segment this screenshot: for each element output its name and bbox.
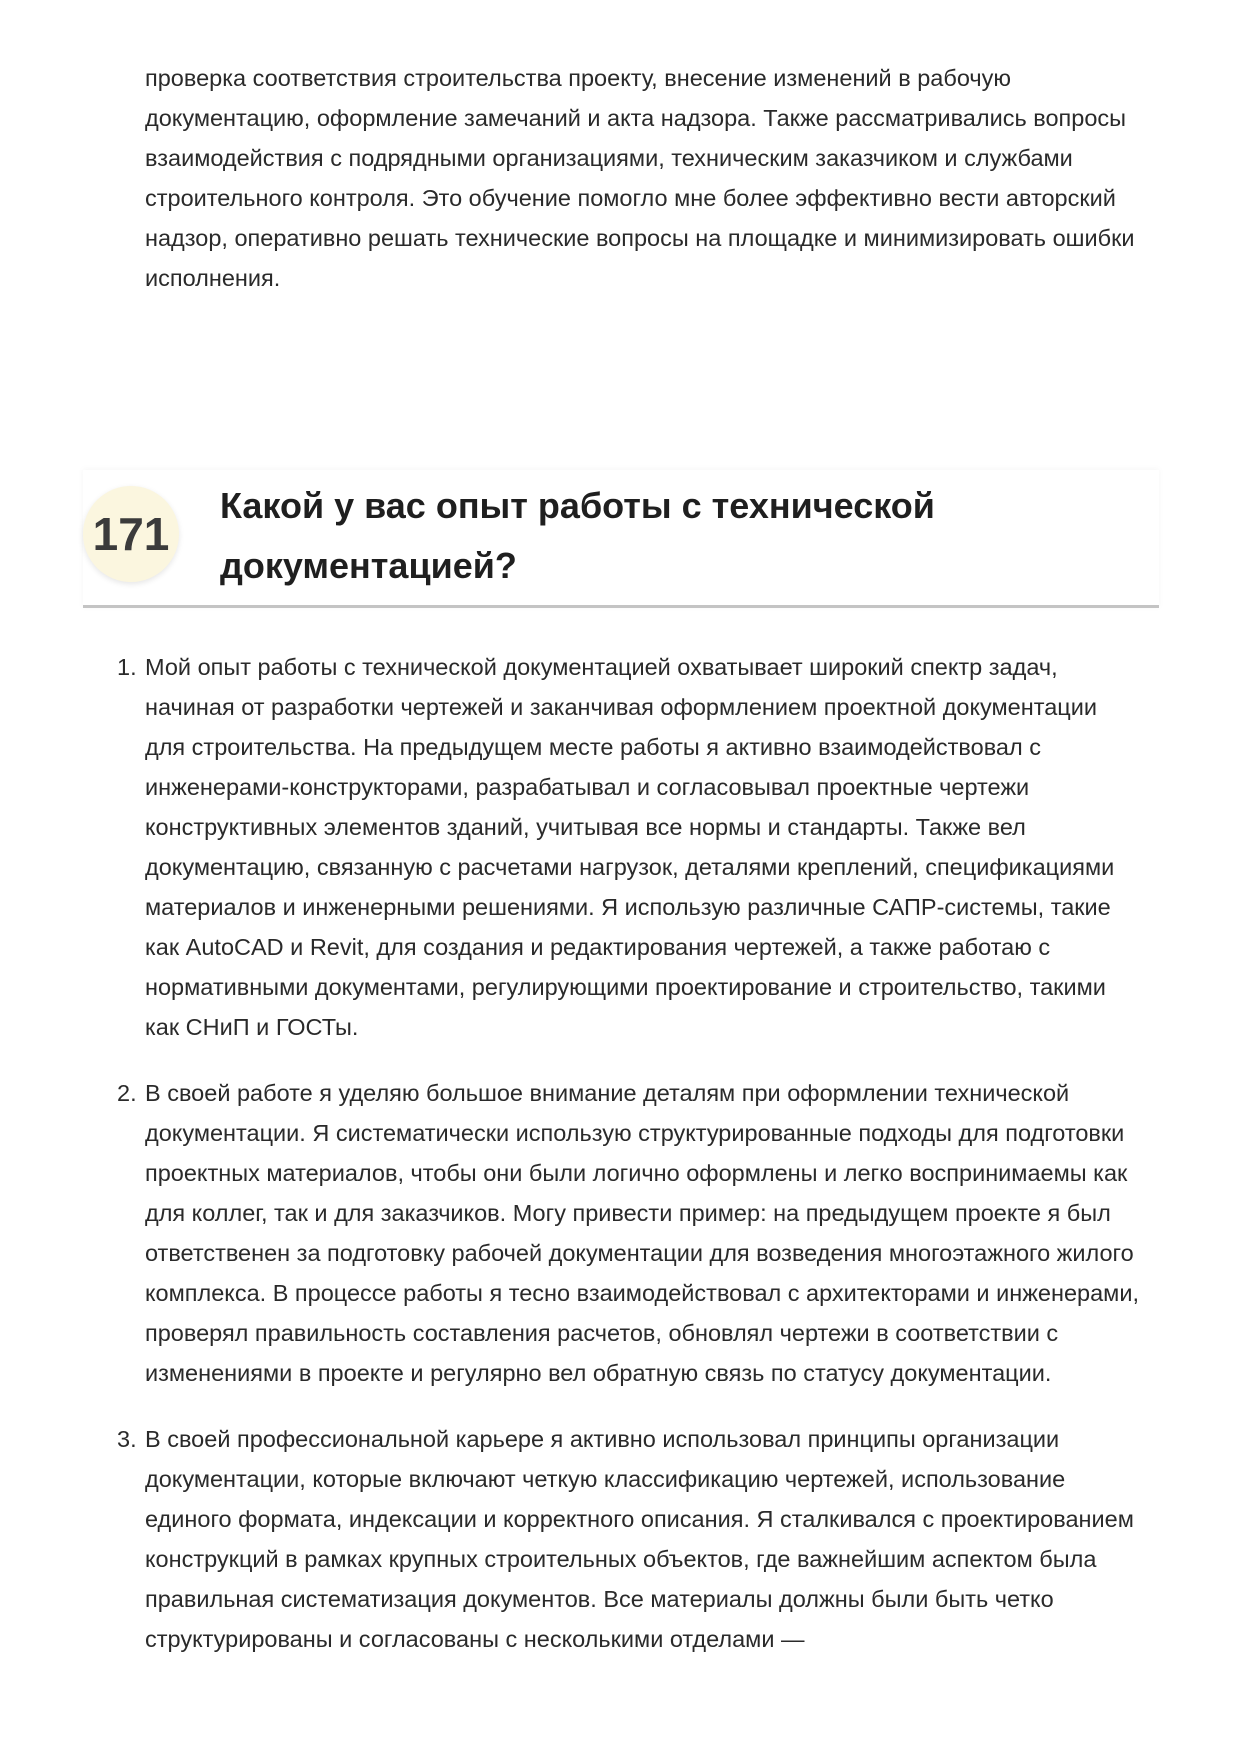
list-item-text: В своей работе я уделяю большое внимание деталям при оформлении технической документации. Я систематически использую структурированные подходы для подготовки проектных материалов, чтобы они были логично оформлены и легко воспринимаемы как для коллег, так и для заказчиков. Могу привести пример: на предыдущем проекте я был ответственен за подготовку рабочей документации для возведения многоэтажного жилого комплекса. В процессе работы я тесно взаимодействовал с архитекторами и инженерами, проверял правильность составления расчетов, обновлял чертежи в соответствии с изменениями в проекте и регулярно вел обратную связь по статусу документации.	[145, 1080, 1139, 1386]
question-number-badge: 171	[83, 486, 179, 582]
list-item-number: 2.	[117, 1080, 137, 1106]
list-item	[117, 647, 1140, 1047]
list-item-number: 1.	[117, 654, 137, 680]
list-item	[117, 1073, 1140, 1393]
question-header	[83, 470, 1159, 608]
answer-list	[117, 647, 1140, 1685]
intro-paragraph: проверка соответствия строительства проекту, внесение изменений в рабочую документацию, оформление замечаний и акта надзора. Также рассматривались вопросы взаимодействия с подрядными организациями, техническим заказчиком и службами строительного контроля. Это обучение помогло мне более эффективно вести авторский надзор, оперативно решать технические вопросы на площадке и минимизировать ошибки исполнения.	[145, 65, 1135, 291]
list-item-text: В своей профессиональной карьере я активно использовал принципы организации документации, которые включают четкую классификацию чертежей, использование единого формата, индексации и корректного описания. Я сталкивался с проектированием конструкций в рамках крупных строительных объектов, где важнейшим аспектом была правильная систематизация документов. Все материалы должны были быть четко структурированы и согласованы с несколькими отделами —	[145, 1426, 1134, 1652]
list-item	[117, 1419, 1140, 1659]
list-item-number: 3.	[117, 1426, 137, 1452]
list-item-text: Мой опыт работы с технической документацией охватывает широкий спектр задач, начиная от разработки чертежей и заканчивая оформлением проектной документации для строительства. На предыдущем месте работы я активно взаимодействовал с инженерами-конструкторами, разрабатывал и согласовывал проектные чертежи конструктивных элементов зданий, учитывая все нормы и стандарты. Также вел документацию, связанную с расчетами нагрузок, деталями креплений, спецификациями материалов и инженерными решениями. Я использую различные САПР-системы, такие как AutoCAD и Revit, для создания и редактирования чертежей, а также работаю с нормативными документами, регулирующими проектирование и строительство, такими как СНиП и ГОСТы.	[145, 654, 1115, 1040]
question-title: Какой у вас опыт работы с технической документацией?	[220, 485, 935, 586]
